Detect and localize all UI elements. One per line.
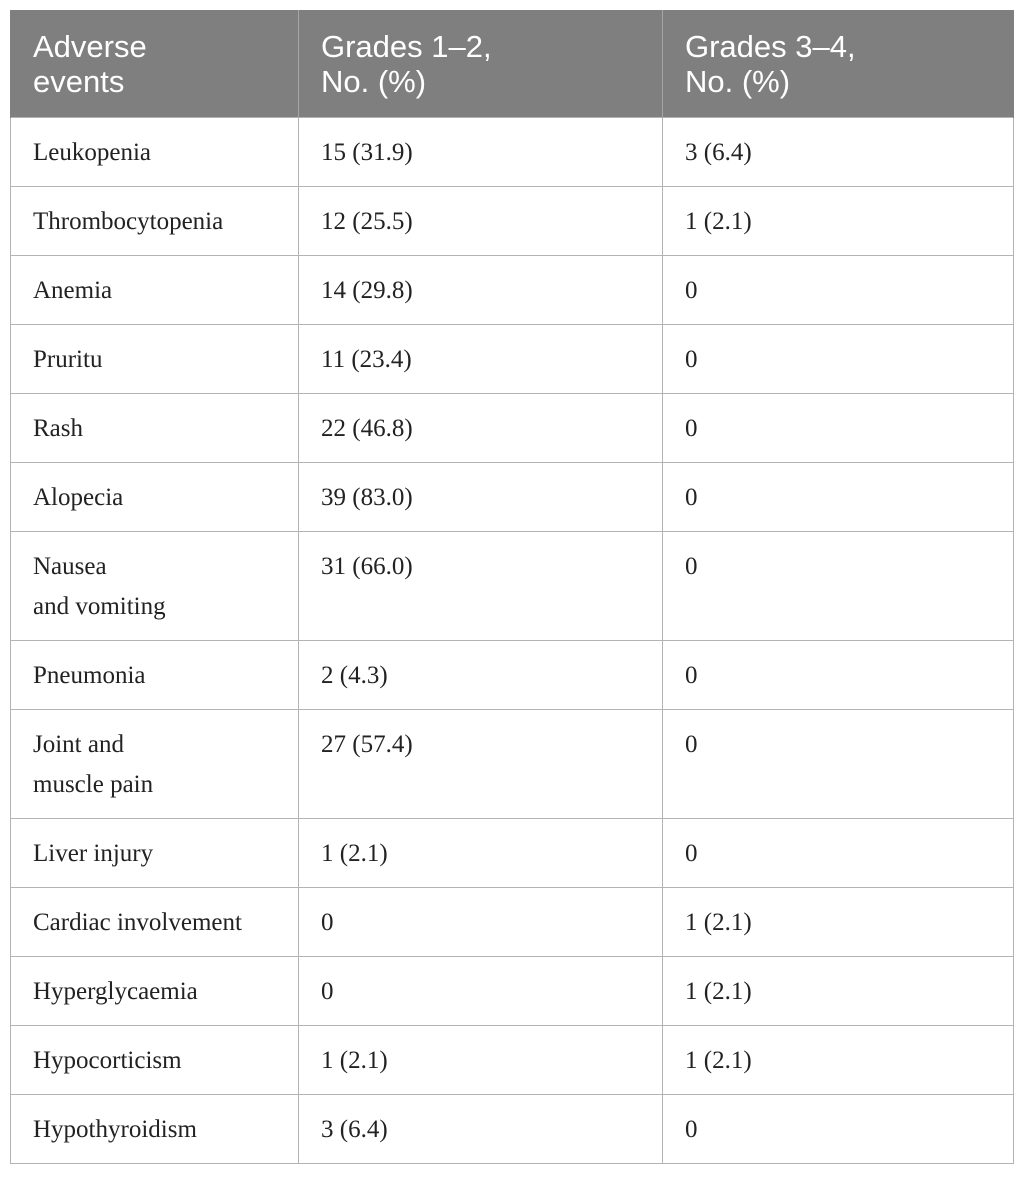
cell-grade-3-4 — [663, 532, 1014, 641]
grade-1-2-value: 0 — [321, 978, 334, 1005]
cell-grade-3-4 — [663, 463, 1014, 532]
grade-1-2-value: 3 (6.4) — [321, 1116, 388, 1143]
table-row — [11, 957, 1014, 1026]
event-name: Hypothyroidism — [33, 1116, 197, 1143]
event-name: Pneumonia — [33, 662, 146, 689]
grade-1-2-value: 12 (25.5) — [321, 208, 413, 235]
table-row — [11, 710, 1014, 819]
grade-1-2-value: 39 (83.0) — [321, 484, 413, 511]
cell-grade-3-4 — [663, 394, 1014, 463]
grade-3-4-value: 0 — [685, 553, 698, 580]
cell-grade-3-4 — [663, 1026, 1014, 1095]
cell-grade-3-4 — [663, 325, 1014, 394]
event-name: Pruritu — [33, 346, 103, 373]
event-name: Alopecia — [33, 484, 124, 511]
cell-grade-3-4 — [663, 187, 1014, 256]
cell-event — [11, 1026, 299, 1095]
cell-event — [11, 888, 299, 957]
grade-3-4-value: 1 (2.1) — [685, 1047, 752, 1074]
grade-3-4-value: 1 (2.1) — [685, 909, 752, 936]
grade-3-4-value: 1 (2.1) — [685, 208, 752, 235]
table-row — [11, 1026, 1014, 1095]
grade-3-4-value: 0 — [685, 484, 698, 511]
cell-grade-3-4 — [663, 957, 1014, 1026]
grade-3-4-value: 0 — [685, 840, 698, 867]
grade-1-2-value: 15 (31.9) — [321, 139, 413, 166]
cell-grade-1-2 — [299, 187, 663, 256]
table-row — [11, 1095, 1014, 1164]
table-row — [11, 118, 1014, 187]
table-row — [11, 641, 1014, 710]
grade-1-2-value: 14 (29.8) — [321, 277, 413, 304]
table-row — [11, 256, 1014, 325]
grade-3-4-value: 0 — [685, 662, 698, 689]
header-row — [11, 10, 1014, 118]
event-name: Cardiac involvement — [33, 909, 242, 936]
cell-event — [11, 710, 299, 819]
cell-event — [11, 256, 299, 325]
adverse-events-table — [10, 10, 1014, 1164]
cell-grade-1-2 — [299, 641, 663, 710]
table-row — [11, 325, 1014, 394]
event-name: Liver injury — [33, 840, 154, 867]
event-name: Anemia — [33, 277, 113, 304]
cell-event — [11, 187, 299, 256]
grade-1-2-value: 1 (2.1) — [321, 1047, 388, 1074]
cell-event — [11, 957, 299, 1026]
grade-3-4-value: 0 — [685, 731, 698, 758]
cell-grade-3-4 — [663, 888, 1014, 957]
table-row — [11, 187, 1014, 256]
header-grades-1-2 — [299, 10, 663, 118]
table-row — [11, 819, 1014, 888]
grade-3-4-value: 0 — [685, 346, 698, 373]
cell-grade-1-2 — [299, 118, 663, 187]
cell-event — [11, 463, 299, 532]
grade-3-4-value: 0 — [685, 415, 698, 442]
event-name: Leukopenia — [33, 139, 152, 166]
header-label: Grades 3–4, No. (%) — [685, 29, 856, 99]
cell-grade-3-4 — [663, 118, 1014, 187]
grade-3-4-value: 1 (2.1) — [685, 978, 752, 1005]
grade-1-2-value: 0 — [321, 909, 334, 936]
grade-3-4-value: 0 — [685, 277, 698, 304]
header-grades-3-4 — [663, 10, 1014, 118]
cell-event — [11, 394, 299, 463]
grade-1-2-value: 27 (57.4) — [321, 731, 413, 758]
cell-grade-3-4 — [663, 256, 1014, 325]
adverse-events-table-container — [10, 10, 1013, 1164]
event-name: Rash — [33, 415, 83, 442]
table-row — [11, 463, 1014, 532]
grade-3-4-value: 0 — [685, 1116, 698, 1143]
cell-grade-1-2 — [299, 463, 663, 532]
header-label: Grades 1–2, No. (%) — [321, 29, 492, 99]
table-row — [11, 394, 1014, 463]
cell-grade-1-2 — [299, 256, 663, 325]
cell-event — [11, 1095, 299, 1164]
event-name: Thrombocytopenia — [33, 208, 224, 235]
cell-grade-1-2 — [299, 1026, 663, 1095]
cell-grade-1-2 — [299, 710, 663, 819]
cell-grade-1-2 — [299, 1095, 663, 1164]
cell-grade-3-4 — [663, 1095, 1014, 1164]
cell-grade-1-2 — [299, 394, 663, 463]
header-adverse-events — [11, 10, 299, 118]
cell-grade-3-4 — [663, 641, 1014, 710]
table-row — [11, 532, 1014, 641]
cell-grade-1-2 — [299, 819, 663, 888]
grade-1-2-value: 22 (46.8) — [321, 415, 413, 442]
cell-grade-1-2 — [299, 532, 663, 641]
event-name: Nausea and vomiting — [33, 553, 166, 620]
cell-event — [11, 641, 299, 710]
table-header — [11, 10, 1014, 118]
grade-1-2-value: 11 (23.4) — [321, 346, 412, 373]
cell-grade-3-4 — [663, 819, 1014, 888]
cell-grade-1-2 — [299, 957, 663, 1026]
table-body — [11, 118, 1014, 1164]
cell-grade-1-2 — [299, 325, 663, 394]
grade-3-4-value: 3 (6.4) — [685, 139, 752, 166]
grade-1-2-value: 1 (2.1) — [321, 840, 388, 867]
cell-grade-1-2 — [299, 888, 663, 957]
cell-event — [11, 819, 299, 888]
cell-event — [11, 325, 299, 394]
header-label: Adverse events — [33, 29, 147, 99]
grade-1-2-value: 31 (66.0) — [321, 553, 413, 580]
cell-grade-3-4 — [663, 710, 1014, 819]
cell-event — [11, 532, 299, 641]
event-name: Joint and muscle pain — [33, 731, 154, 798]
grade-1-2-value: 2 (4.3) — [321, 662, 388, 689]
table-row — [11, 888, 1014, 957]
cell-event — [11, 118, 299, 187]
event-name: Hypocorticism — [33, 1047, 182, 1074]
event-name: Hyperglycaemia — [33, 978, 198, 1005]
